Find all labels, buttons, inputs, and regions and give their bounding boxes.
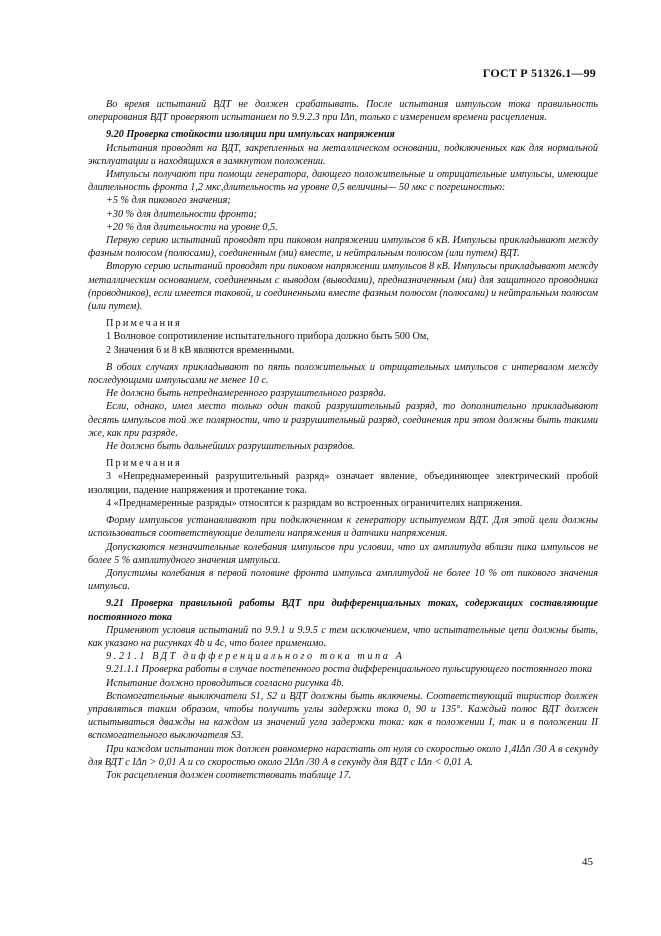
note-item: 3 «Непреднамеренный разрушительный разряд» означает явление, объединяющее электрический пробой изоляции, падение напряжения и протекание тока. — [88, 471, 598, 496]
paragraph: Допустимы колебания в первой половине фронта импульса амплитудой не более 10 % от пикового значения импульса. — [88, 567, 598, 593]
document-body — [88, 98, 598, 782]
note-item: 1 Волновое сопротивление испытательного прибора должно быть 500 Ом, — [106, 331, 429, 343]
note-item: 4 «Преднамеренные разряды» относятся к разрядам во встроенных ограничителях напряжения. — [106, 497, 523, 509]
paragraph: Форму импульсов устанавливают при подключенном к генератору испытуемом ВДТ. Для этой цели должны использоваться соответствующие делители напряжения и датчики напряжения. — [88, 515, 598, 540]
paragraph: Не должно быть дальнейших разрушительных разрядов. — [106, 441, 355, 453]
section-heading-9-20: 9.20 Проверка стойкости изоляции при импульсах напряжения — [106, 129, 395, 141]
paragraph: Первую серию испытаний проводят при пиковом напряжении импульсов 6 кВ. Импульсы прикладывают между фазным полюсом (полюсами), соединенным (ми) вместе, и нейтральным полюсом (или путем) ВДТ. — [88, 235, 598, 260]
tolerance-item: +5 % для пикового значения; — [106, 195, 231, 207]
subsection-heading: 9.21.1 ВДТ дифференциального тока типа А — [106, 651, 405, 663]
paragraph: Вторую серию испытаний проводят при пиковом напряжении импульсов 8 кВ. Импульсы прикладывают между металлическим основанием, соединенным с выводом (выводами), предназначенным (ми) для защитного проводника (проводников), если имеется таковой, и соединенными вместе фазным полюсом (полюсами) и нейтральным полюсом (или путем). — [88, 261, 598, 313]
tolerance-item: +30 % для длительности фронта; — [106, 208, 258, 220]
notes-title: Примечания — [106, 318, 182, 330]
paragraph: Допускаются незначительные колебания импульсов при условии, что их амплитуда вблизи пика импульсов не более 5 % амплитудного значения импульса. — [88, 541, 598, 566]
paragraph: При каждом испытании ток должен равномерно нарастать от нуля со скоростью около 1,4IΔn /30 А в секунду для ВДТ с IΔn > 0,01 А и со скоростью около 2IΔn /30 А в секунду для ВДТ с IΔn < 0,01 А. — [88, 743, 598, 768]
note-item: 2 Значения 6 и 8 кВ являются временными. — [106, 344, 295, 356]
paragraph: Во время испытаний ВДТ не должен срабатывать. После испытания импульсом тока правильность оперирования ВДТ проверяют испытанием по 9.9.2.3 при IΔn, только с измерением времени расцепления. — [88, 99, 598, 124]
paragraph: Применяют условия испытаний по 9.9.1 и 9.9.5 с тем исключением, что испытательные цепи должны быть, как указано на рисунках 4b и 4c, что более применимо. — [88, 624, 598, 649]
paragraph: В обоих случаях прикладывают по пять положительных и отрицательных импульсов с интервалом между последующими импульсами не менее 10 с. — [88, 361, 598, 387]
paragraph: Вспомогательные выключатели S1, S2 и ВДТ должны быть включены. Соответствующий тиристор должен управляться таким образом, чтобы получить углы задержки тока 0, 90 и 135°. Каждый полюс ВДТ должен испытываться дважды на каждом из значений угла задержки тока: как в положении I, так и в положении II вспомогательного выключателя S3. — [88, 690, 598, 742]
notes-title: Примечания — [106, 458, 182, 470]
paragraph: Если, однако, имел место только один такой разрушительный разряд, то дополнительно прикладывают десять импульсов той же полярности, что и разрушительный разряд, соединения при этом должны быть такими же, как при разряде. — [88, 401, 598, 439]
subsection-heading: 9.21.1.1 Проверка работы в случае постепенного роста дифференциального пульсирующего постоянного тока — [106, 664, 593, 676]
paragraph: Испытания проводят на ВДТ, закрепленных на металлическом основании, подключенных как для нормальной эксплуатации и находящихся в замкнутом положении. — [88, 142, 598, 167]
document-header: ГОСТ Р 51326.1—99 — [482, 66, 596, 80]
paragraph: Ток расцепления должен соответствовать таблице 17. — [106, 769, 352, 781]
paragraph: Импульсы получают при помощи генератора, дающего положительные и отрицательные импульсы, имеющие длительность фронта 1,2 мкс,длительность на уровне 0,5 величины— 50 мкс с погрешностью: — [88, 169, 598, 194]
tolerance-item: +20 % для длительности на уровне 0,5. — [106, 221, 278, 233]
section-heading-9-21: 9.21 Проверка правильной работы ВДТ при дифференциальных токах, содержащих составляющие постоянного тока — [88, 598, 598, 623]
page-number: 45 — [582, 856, 593, 868]
paragraph: Не должно быть непреднамеренного разрушительного разряда. — [106, 388, 386, 400]
paragraph: Испытание должно проводиться согласно рисунка 4b. — [106, 677, 345, 689]
